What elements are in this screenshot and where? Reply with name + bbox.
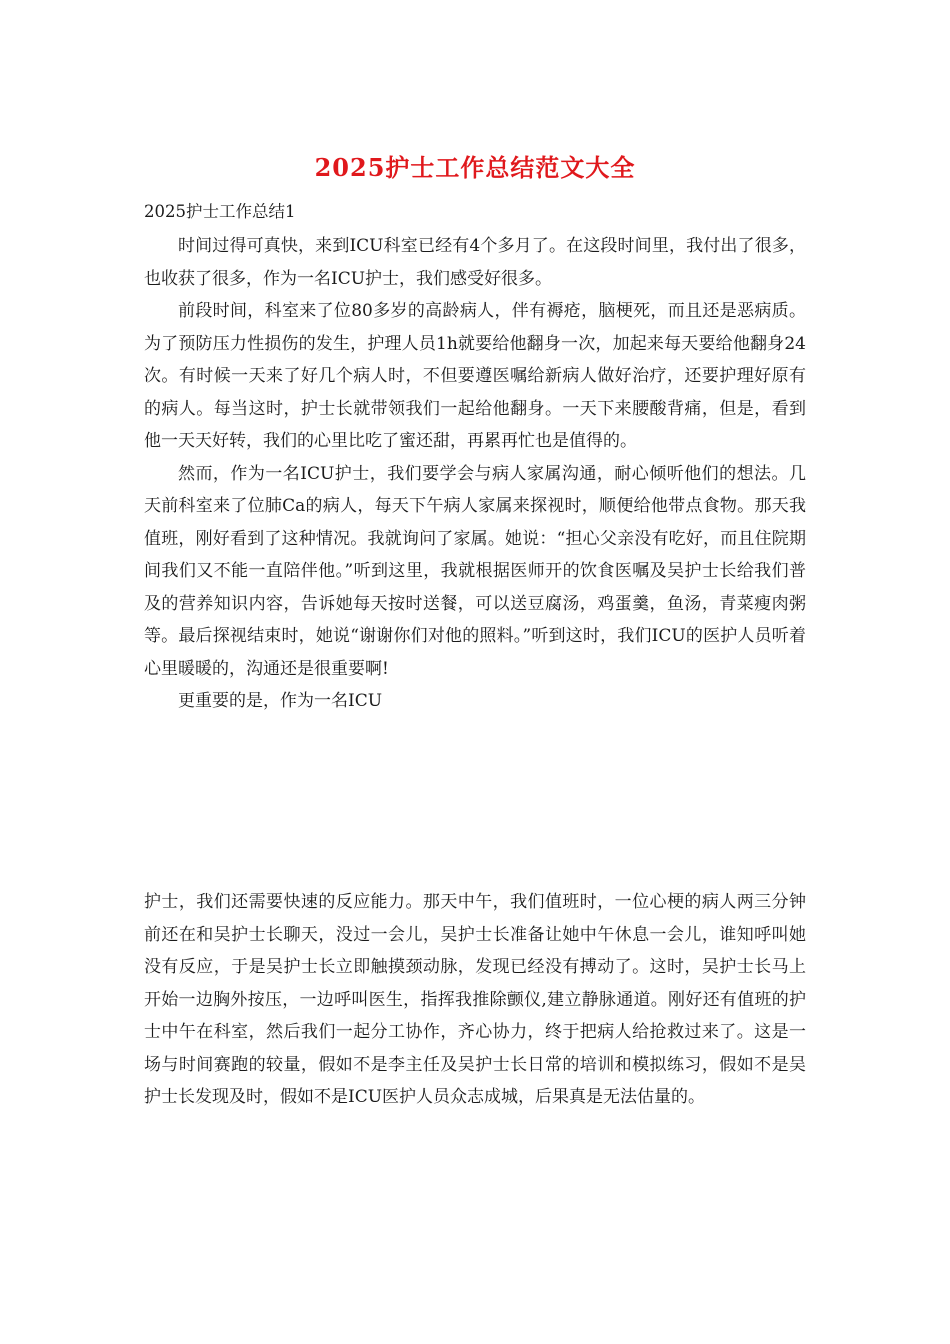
paragraph-4: 更重要的是，作为一名ICU [178, 691, 383, 711]
paragraph-1: 时间过得可真快，来到ICU科室已经有4个多月了。在这段时间里，我付出了很多，也收获了很多，作为一名ICU护士，我们感受好很多。 [144, 236, 806, 289]
body-block-2 [144, 886, 806, 1114]
paragraph-2: 前段时间，科室来了位80多岁的高龄病人，伴有褥疮，脑梗死，而且还是恶病质。为了预防压力性损伤的发生，护理人员1h就要给他翻身一次，加起来每天要给他翻身24次。有时候一天来了好几个病人时，不但要遵医嘱给新病人做好治疗，还要护理好原有的病人。每当这时，护士长就带领我们一起给他翻身。一天下来腰酸背痛，但是，看到他一天天好转，我们的心里比吃了蜜还甜，再累再忙也是值得的。 [144, 301, 806, 451]
paragraph-3: 然而，作为一名ICU护士，我们要学会与病人家属沟通，耐心倾听他们的想法。几天前科室来了位肺Ca的病人，每天下午病人家属来探视时，顺便给他带点食物。那天我值班，刚好看到了这种情况。我就询问了家属。她说：“担心父亲没有吃好，而且住院期间我们又不能一直陪伴他。”听到这里，我就根据医师开的饮食医嘱及吴护士长给我们普及的营养知识内容，告诉她每天按时送餐，可以送豆腐汤，鸡蛋羹，鱼汤，青菜瘦肉粥等。最后探视结束时，她说“谢谢你们对他的照料。”听到这时，我们ICU的医护人员听着心里暖暖的，沟通还是很重要啊! [144, 463, 806, 679]
section-heading: 2025护士工作总结1 [144, 202, 296, 221]
body-block-1 [144, 230, 806, 718]
continuation-paragraph: 护士，我们还需要快速的反应能力。那天中午，我们值班时，一位心梗的病人两三分钟前还在和吴护士长聊天，没过一会儿，吴护士长准备让她中午休息一会儿，谁知呼叫她没有反应，于是吴护士长立即触摸颈动脉，发现已经没有搏动了。这时，吴护士长马上开始一边胸外按压，一边呼叫医生，指挥我推除颤仪,建立静脉通道。刚好还有值班的护士中午在科室，然后我们一起分工协作，齐心协力，终于把病人给抢救过来了。这是一场与时间赛跑的较量，假如不是李主任及吴护士长日常的培训和模拟练习，假如不是吴护士长发现及时，假如不是ICU医护人员众志成城，后果真是无法估量的。 [144, 892, 806, 1107]
document-title: 2025护士工作总结范文大全 [314, 153, 636, 182]
